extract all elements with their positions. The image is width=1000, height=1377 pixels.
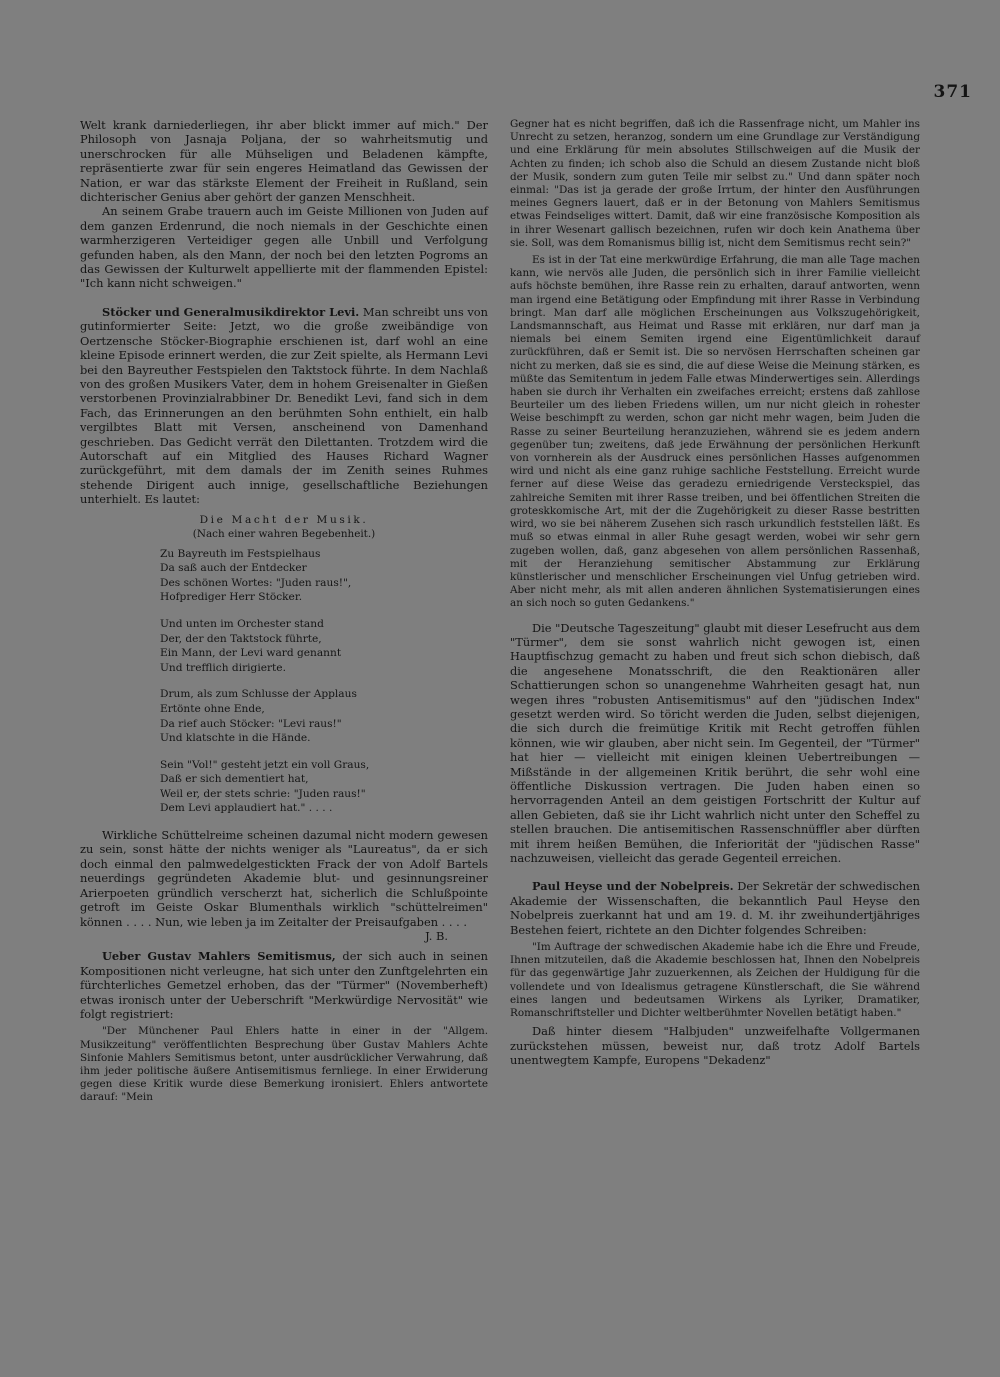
poem-line: Sein "Vol!" gesteht jetzt ein voll Graus, xyxy=(160,758,370,771)
poem-line: Da rief auch Stöcker: "Levi raus!" xyxy=(160,717,342,730)
author-initials: J. B. xyxy=(425,928,448,943)
page-number: 371 xyxy=(933,82,972,102)
heyse-heading: Paul Heyse und der Nobelpreis. xyxy=(532,879,734,894)
heyse-closing: Daß hinter diesem "Halbjuden" unzweifelhafte Vollgermanen zurückstehen müssen, beweist nur, daß trotz Adolf Bartels unentwegtem Kampfe, Europens "Dekadenz" xyxy=(510,1024,920,1068)
poem-line: Des schönen Wortes: "Juden raus!", xyxy=(160,576,352,589)
poem-line: Der, der den Taktstock führte, xyxy=(160,632,322,645)
poem-line: Ein Mann, der Levi ward genannt xyxy=(160,647,342,660)
left-column xyxy=(80,118,488,1109)
heyse-article xyxy=(510,879,920,937)
poem-line: Ertönte ohne Ende, xyxy=(160,702,265,715)
poem-line: Zu Bayreuth im Festspielhaus xyxy=(160,547,321,560)
heyse-body: Der Sekretär der schwedischen Akademie der Wissenschaften, die bekanntlich Paul Heyse den Nobelpreis zuerkannt hat und am 19. d. M. ihr zweihundertjähriges Bestehen feiert, richtete an den Dichter folgendes Schreiben: xyxy=(510,879,920,937)
poem-line: Weil er, der stets schrie: "Juden raus!" xyxy=(160,787,366,800)
poem-line: Dem Levi applaudiert hat." . . . . xyxy=(160,802,333,815)
heyse-quote: "Im Auftrage der schwedischen Akademie habe ich die Ehre und Freude, Ihnen mitzuteilen, daß die Akademie beschlossen hat, Ihnen den Nobelpreis für das gegenwärtige Jahr zuzuerkennen, als Zeichen der Huldigung für die vollendete und von Idealismus getragene Künstlerschaft, die Sie während eines langen und bedeutsamen Wirkens als Lyriker, Dramatiker, Romanschriftsteller und Dichter weltberühmter Novellen betätigt haben." xyxy=(510,941,920,1020)
poem xyxy=(80,547,488,817)
poem-line: Hofprediger Herr Stöcker. xyxy=(160,591,303,604)
poem-stanza xyxy=(160,547,488,605)
poem-line: Drum, als zum Schlusse der Applaus xyxy=(160,688,357,701)
poem-line: Daß er sich dementiert hat, xyxy=(160,773,309,786)
poem-line: Da saß auch der Entdecker xyxy=(160,562,307,575)
poem-line: Und trefflich dirigierte. xyxy=(160,661,286,674)
poem-stanza xyxy=(160,687,488,745)
poem-line: Und unten im Orchester stand xyxy=(160,617,324,630)
poem-title: Die Macht der Musik. xyxy=(199,513,369,526)
levi-after: Wirkliche Schüttelreime scheinen dazumal nicht modern gewesen zu sein, sonst hätte der nichts weniger als "Laureatus", da er sich doch einmal den palmwedelgestickten Frack der von Adolf Bartels neuerdings gegründeten Akademie blut- und gesinnungsreiner Arierpoeten gründlich verscherzt hat, sicherlich die Schlußpointe getroft im Geiste Oskar Blumenthals wirklich "schüttelreimen" können . . . . Nun, wie leben ja im Zeitalter der Preisaufgaben . . . . xyxy=(80,828,488,929)
mahler-article xyxy=(80,949,488,1021)
mahler-heading: Ueber Gustav Mahlers Semitismus, xyxy=(102,949,336,964)
mahler-quote-continued: Gegner hat es nicht begriffen, daß ich die Rassenfrage nicht, um Mahler ins Unrecht zu setzen, heranzog, sondern um eine Grundlage zur Verständigung und eine Erklärung für mein absolutes Stillschweigen auf die Musik der Achten zu finden; ich schob also die Schuld an diesem Zustande nicht bloß der Musik, sondern zum guten Teile mir selbst zu." Und dann später noch einmal: "Das ist ja gerade der große Irrtum, der hinter den Ausführungen meines Gegners lauert, daß er in der Betonung von Mahlers Semitismus etwas Feindseliges wittert. Damit, daß wir eine französische Komposition als in ihrer Wesenart gallisch bezeichnen, rufen wir doch kein Anathema über sie. Soll, was dem Romanismus billig ist, nicht dem Semitismus recht sein?" xyxy=(510,118,920,249)
right-column xyxy=(510,118,920,1067)
mahler-quote: "Der Münchener Paul Ehlers hatte in einer in der "Allgem. Musikzeitung" veröffentlichten Besprechung über Gustav Mahlers Achte Sinfonie Mahlers Semitismus betont, unter ausdrücklicher Verwahrung, daß ihm jeder politische äußere Antisemitismus fernliege. In einer Erwiderung gegen diese Kritik wurde diese Bemerkung ironisiert. Ehlers antwortete darauf: "Mein xyxy=(80,1025,488,1104)
poem-line: Und klatschte in die Hände. xyxy=(160,732,311,745)
tolstoy-paragraph: An seinem Grabe trauern auch im Geiste Millionen von Juden auf dem ganzen Erdenrund, die noch niemals in der Geschichte einen warmherzigeren Verteidiger gegen alle Unbill und Verfolgung gefunden haben, als den Mann, der noch bei den letzten Pogroms an das Gewissen der Kulturwelt appellierte mit der flammenden Epistel: "Ich kann nicht schweigen." xyxy=(80,204,488,291)
levi-heading: Stöcker und Generalmusikdirektor Levi. xyxy=(102,304,360,319)
poem-subtitle: (Nach einer wahren Begebenheit.) xyxy=(192,527,376,540)
tageszeitung-paragraph: Die "Deutsche Tageszeitung" glaubt mit dieser Lesefrucht aus dem "Türmer", dem sie sonst wahrlich nicht gewogen ist, einen Hauptfischzug gemacht zu haben und freut sich schon diebisch, daß die angesehene Monatsschrift, die den Reaktionären aller Schattierungen schon so unangenehme Wahrheiten gesagt hat, nun wegen ihres "robusten Antisemitismus" auf den "jüdischen Index" gesetzt werden wird. So töricht werden die Juden, selbst diejenigen, die sich durch die freimütige Kritik mit Recht getroffen fühlen können, wie wir glauben, aber nicht sein. Im Gegenteil, der "Türmer" hat hier — vielleicht mit einigen kleinen Uebertreibungen — Mißstände in der allgemeinen Kritik berührt, die sehr wohl eine öffentliche Diskussion vertragen. Die Juden haben einen so hervorragenden Anteil an dem geistigen Fortschritt der Kultur auf allen Gebieten, daß sie ihr Licht wahrlich nicht unter den Scheffel zu stellen brauchen. Die antisemitischen Rassenschnüffler aber dürften mit ihrem heißen Bemühen, die Inferiorität der "jüdischen Rasse" nachzuweisen, vielleicht das gerade Gegenteil erreichen. xyxy=(510,620,921,866)
mahler-quote-commentary: Es ist in der Tat eine merkwürdige Erfahrung, die man alle Tage machen kann, wie nervös alle Juden, die persönlich sich in ihrer Familie vielleicht aufs höchste bemühen, ihre Rasse rein zu erhalten, darauf antworten, wenn man irgend eine Betätigung oder Empfindung mit ihrer Rasse in Verbindung bringt. Man darf alle möglichen Erscheinungen aus Volkszugehörigkeit, Landsmannschaft, aus Heimat und Rasse mit erklären, nur darf man ja niemals bei einem Semiten irgend eine Eigentümlichkeit darauf zurückführen, daß er Semit ist. Die so nervösen Herrschaften scheinen gar nicht zu merken, daß sie es sind, die auf diese Weise die Meinung stärken, es müßte das Semitentum in jedem Falle etwas Minderwertiges sein. Allerdings haben sie durch ihr Verhalten ein zweifaches erreicht; erstens daß zahllose Beurteiler um des lieben Friedens willen, um nur nicht gleich in rohester Weise beschimpft zu werden, schon gar nicht mehr wagen, beim Juden die Rasse zu seiner Beurteilung heranzuziehen, während sie es jedem andern gegenüber tun; zweitens, daß jede Erwähnung der persönlichen Herkunft von vornherein als der Ausdruck eines persönlichen Hasses aufgenommen wird und nicht als eine ganz ruhige sachliche Feststellung. Erreicht wurde ferner auf diese Weise das geradezu erniedrigende Versteckspiel, das zahlreiche Semiten mit ihrer Rasse treiben, und bei öffentlichen Streiten die groteskkomische Art, mit der die Zugehörigkeit zu dieser Rasse bestritten wird, wo sie bei näherem Zusehen sich rasch urkundlich feststellen läßt. Es muß so etwas einmal in aller Ruhe gesagt werden, wobei wir sehr gern zugeben wollen, daß, ganz abgesehen von allem persönlichen Rassenhaß, mit der Heranziehung semitischer Abstammung zur Erklärung künstlerischer und menschlicher Erscheinungen viel Unfug getrieben wird. Aber nicht mehr, als mit allen anderen ähnlichen Systematisierungen eines an sich noch so guten Gedankens." xyxy=(510,254,920,610)
levi-body: Man schreibt uns von gutinformierter Seite: Jetzt, wo die große zweibändige von Oertzensche Stöcker-Biographie erschienen ist, darf wohl an eine kleine Episode erinnert werden, die zur Zeit spielte, als Hermann Levi bei den Bayreuther Festspielen den Taktstock führte. In dem Nachlaß von des großen Musikers Vater, dem in hohem Greisenalter in Gießen verstorbenen Provinzialrabbiner Dr. Benedikt Levi, fand sich in dem Fach, das Erinnerungen an den berühmten Sohn enthielt, ein halb vergilbtes Blatt mit Versen, anscheinend von Damenhand geschrieben. Das Gedicht verrät den Dilettanten. Trotzdem wird die Autorschaft auf ein Mitglied des Hauses Richard Wagner zurückgeführt, mit dem damals der im Zenith seines Ruhmes stehende Dirigent auch innige, gesellschaftliche Beziehungen unterhielt. Es lautet: xyxy=(80,304,488,507)
mahler-body: der sich auch in seinen Kompositionen nicht verleugne, hat sich unter den Zunftgelehrten ein fürchterliches Gemetzel erhoben, das der "Türmer" (Novemberheft) etwas ironisch unter der Ueberschrift "Merkwürdige Nervosität" wie folgt registriert: xyxy=(80,949,488,1021)
poem-stanza xyxy=(160,617,488,675)
poem-stanza xyxy=(160,758,488,816)
tolstoy-paragraph: Welt krank darniederliegen, ihr aber blickt immer auf mich." Der Philosoph von Jasnaja Poljana, der so wahrheitsmutig und unerschrocken für alle Mühseligen und Beladenen kämpfte, repräsentierte zwar für sein engeres Heimatland das Gewissen der Nation, er war das stärkste Element der Freiheit in Rußland, sein dichterischer Genius aber gehört der ganzen Menschheit. xyxy=(80,118,488,205)
levi-article xyxy=(80,305,488,507)
